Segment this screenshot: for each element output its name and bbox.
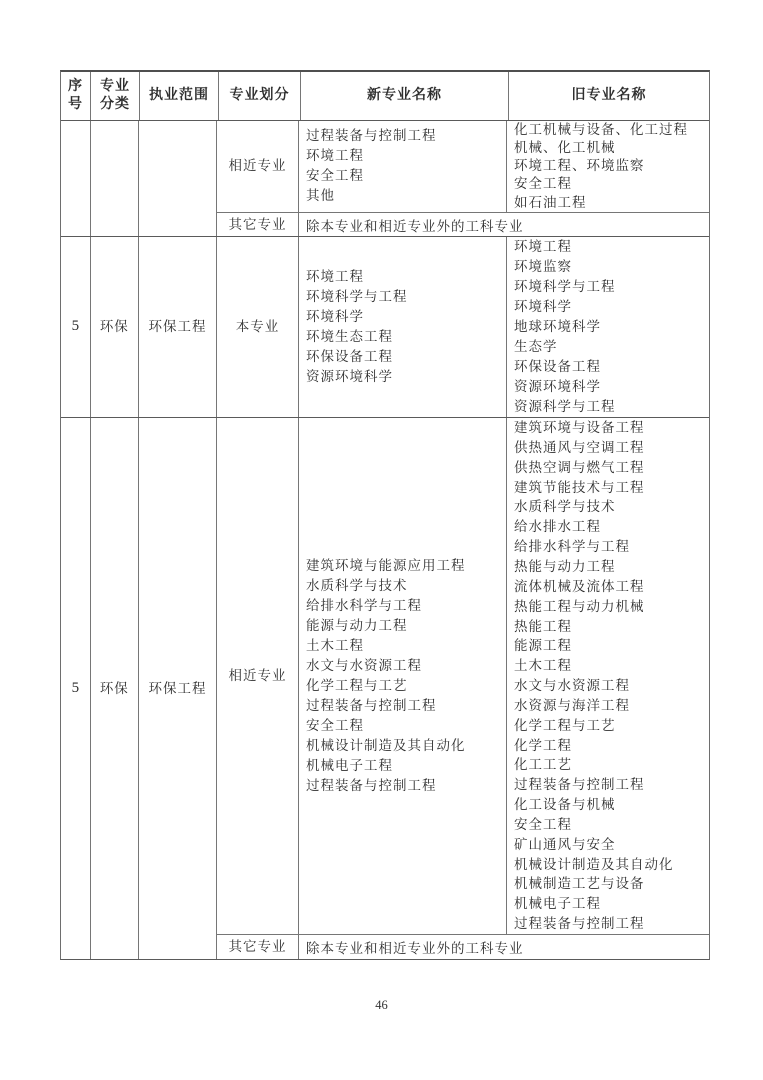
division-cell: 本专业 xyxy=(217,237,299,417)
page-number: 46 xyxy=(375,998,388,1012)
category-cell: 环保 xyxy=(91,418,139,959)
new-majors-cell xyxy=(299,237,507,417)
major-item: 建筑节能技术与工程 xyxy=(514,479,645,495)
category-cell: 环保 xyxy=(91,237,139,417)
new-majors-list xyxy=(299,126,506,206)
major-item: 流体机械及流体工程 xyxy=(514,578,645,594)
table-block-continuation xyxy=(61,121,709,237)
major-item: 安全工程 xyxy=(306,168,364,184)
seq-cell xyxy=(61,121,91,236)
division-cell: 相近专业 xyxy=(217,418,299,934)
major-item: 水文与水资源工程 xyxy=(306,658,422,674)
new-majors-list xyxy=(299,556,506,796)
major-item: 机械电子工程 xyxy=(514,896,601,912)
major-item: 能源工程 xyxy=(514,638,572,654)
new-majors-cell xyxy=(299,418,507,934)
major-item: 环境生态工程 xyxy=(306,328,393,344)
major-item: 建筑环境与设备工程 xyxy=(514,420,645,436)
major-item: 过程装备与控制工程 xyxy=(514,777,645,793)
header-old-major: 旧专业名称 xyxy=(571,87,647,103)
major-item: 资源环境科学 xyxy=(514,378,601,394)
division-cell: 其它专业 xyxy=(217,213,299,236)
major-item: 环境科学与工程 xyxy=(306,288,408,304)
major-item: 机械电子工程 xyxy=(306,758,393,774)
major-item: 给水排水工程 xyxy=(514,519,601,535)
major-item: 化学工程与工艺 xyxy=(306,678,408,694)
block-rows xyxy=(217,418,709,959)
table-header-row xyxy=(61,72,709,121)
major-item: 过程装备与控制工程 xyxy=(306,128,437,144)
other-major-row xyxy=(217,213,709,236)
header-seq: 序号 xyxy=(61,72,91,120)
major-item: 化工设备与机械 xyxy=(514,797,616,813)
header-category: 专业分类 xyxy=(91,72,140,120)
major-item: 水文与水资源工程 xyxy=(514,678,630,694)
major-item: 供热空调与燃气工程 xyxy=(514,459,645,475)
new-majors-cell xyxy=(299,121,507,212)
table-block-5-similar xyxy=(61,418,709,959)
major-item: 其他 xyxy=(306,188,335,204)
new-majors-list xyxy=(299,267,506,387)
major-item: 建筑环境与能源应用工程 xyxy=(306,558,466,574)
major-item: 供热通风与空调工程 xyxy=(514,439,645,455)
major-item: 能源与动力工程 xyxy=(306,618,408,634)
major-item: 安全工程 xyxy=(514,176,572,192)
category-cell xyxy=(91,121,139,236)
major-item: 热能与动力工程 xyxy=(514,558,616,574)
major-item: 土木工程 xyxy=(306,638,364,654)
major-item: 水质科学与技术 xyxy=(306,578,408,594)
major-item: 机械制造工艺与设备 xyxy=(514,876,645,892)
major-item: 环保设备工程 xyxy=(306,348,393,364)
seq-cell: 5 xyxy=(61,418,91,959)
major-item: 生态学 xyxy=(514,338,558,354)
major-item: 环境工程 xyxy=(514,238,572,254)
major-item: 环境工程、环境监察 xyxy=(514,158,645,174)
major-item: 化学工程与工艺 xyxy=(514,717,616,733)
major-item: 环境工程 xyxy=(306,268,364,284)
major-item: 如石油工程 xyxy=(514,194,587,210)
major-item: 地球环境科学 xyxy=(514,318,601,334)
major-item: 热能工程与动力机械 xyxy=(514,598,645,614)
other-major-merged-cell: 除本专业和相近专业外的工科专业 xyxy=(306,218,524,234)
header-new-major: 新专业名称 xyxy=(301,72,509,120)
major-item: 水质科学与技术 xyxy=(514,499,616,515)
major-item: 过程装备与控制工程 xyxy=(306,778,437,794)
major-item: 环境工程 xyxy=(306,148,364,164)
old-majors-list xyxy=(507,237,709,417)
major-item: 资源环境科学 xyxy=(306,368,393,384)
major-mapping-table xyxy=(60,70,710,960)
major-item: 化学工程 xyxy=(514,737,572,753)
major-item: 化工机械与设备、化工过程 xyxy=(514,121,688,137)
major-item: 土木工程 xyxy=(514,658,572,674)
similar-major-row xyxy=(217,121,709,213)
major-item: 环境科学 xyxy=(306,308,364,324)
major-item: 化工工艺 xyxy=(514,757,572,773)
major-item: 机械、化工机械 xyxy=(514,139,616,155)
major-item: 安全工程 xyxy=(306,718,364,734)
similar-major-row xyxy=(217,418,709,935)
major-item: 环境监察 xyxy=(514,258,572,274)
header-division: 专业划分 xyxy=(219,72,301,120)
major-item: 机械设计制造及其自动化 xyxy=(514,856,674,872)
major-item: 机械设计制造及其自动化 xyxy=(306,738,466,754)
table-block-5-main xyxy=(61,237,709,418)
division-cell: 其它专业 xyxy=(217,935,299,959)
major-item: 环境科学 xyxy=(514,298,572,314)
major-item: 过程装备与控制工程 xyxy=(306,698,437,714)
major-item: 环境科学与工程 xyxy=(514,278,616,294)
header-scope: 执业范围 xyxy=(140,72,219,120)
major-item: 安全工程 xyxy=(514,816,572,832)
old-majors-list xyxy=(507,121,709,212)
major-item: 给排水科学与工程 xyxy=(514,539,630,555)
other-major-merged-cell: 除本专业和相近专业外的工科专业 xyxy=(306,941,524,956)
major-item: 矿山通风与安全 xyxy=(514,836,616,852)
major-item: 给排水科学与工程 xyxy=(306,598,422,614)
old-majors-list xyxy=(507,418,709,934)
seq-cell: 5 xyxy=(61,237,91,417)
major-item: 水资源与海洋工程 xyxy=(514,697,630,713)
major-item: 环保设备工程 xyxy=(514,358,601,374)
old-majors-cell xyxy=(507,418,709,934)
scope-cell: 环保工程 xyxy=(139,418,217,959)
old-majors-cell xyxy=(507,121,709,212)
major-item: 资源科学与工程 xyxy=(514,398,616,414)
own-major-row xyxy=(217,237,709,417)
old-majors-cell xyxy=(507,237,709,417)
block-rows xyxy=(217,121,709,236)
other-major-row xyxy=(217,935,709,959)
scope-cell xyxy=(139,121,217,236)
major-item: 过程装备与控制工程 xyxy=(514,916,645,932)
division-cell: 相近专业 xyxy=(217,121,299,212)
scope-cell: 环保工程 xyxy=(139,237,217,417)
major-item: 热能工程 xyxy=(514,618,572,634)
block-rows xyxy=(217,237,709,417)
